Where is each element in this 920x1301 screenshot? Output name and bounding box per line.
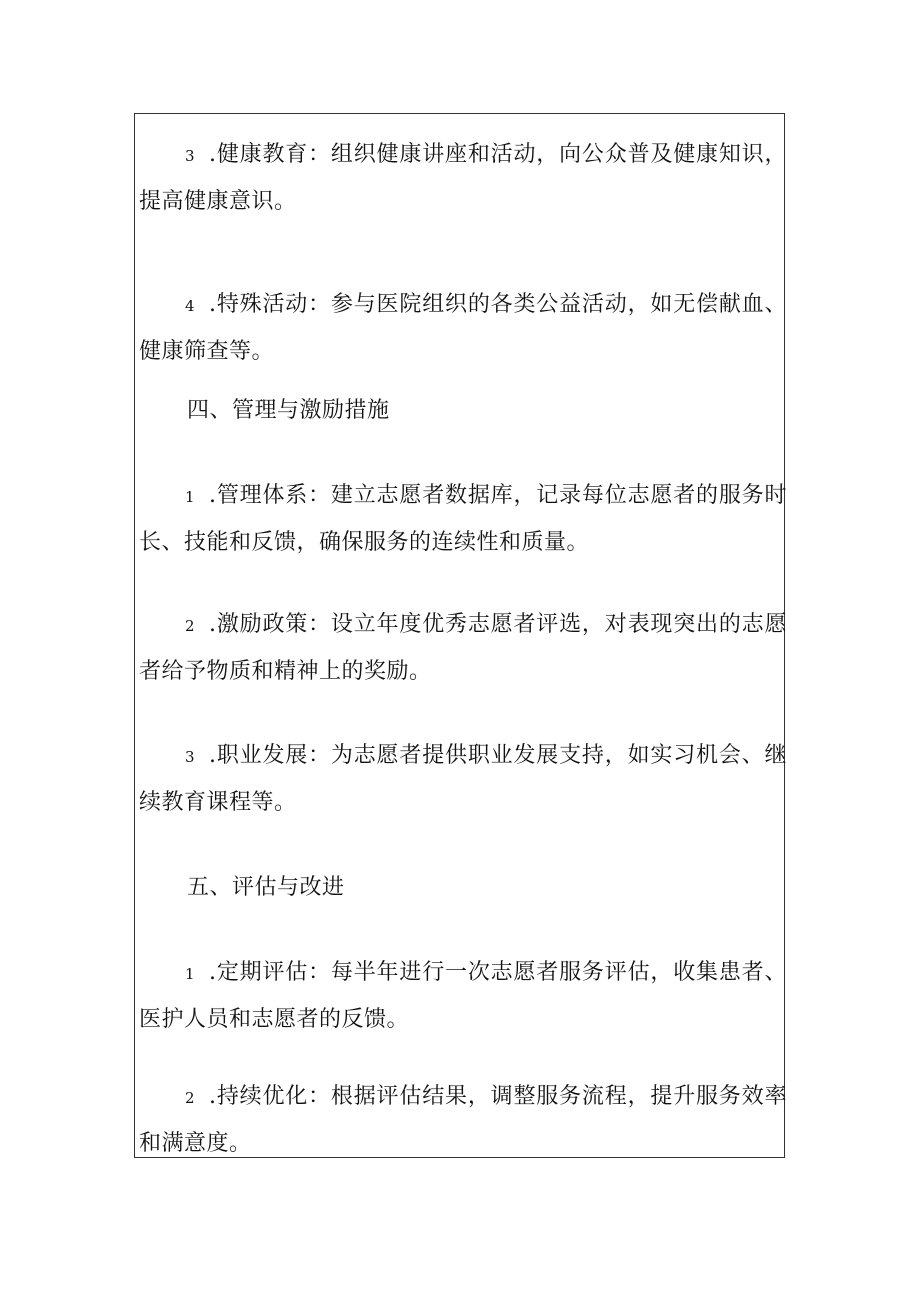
- paragraph-continuous-optimization: [139, 1074, 787, 1167]
- paragraph-health-education: [139, 132, 787, 225]
- document-frame: [134, 113, 785, 1158]
- item-number: 4: [185, 297, 196, 315]
- item-text: .定期评估：每半年进行一次志愿者服务评估，收集患者、医护人员和志愿者的反馈。: [139, 960, 787, 1032]
- paragraph-management-system: [139, 473, 787, 566]
- section-heading-management: 四、管理与激励措施: [187, 398, 390, 423]
- item-text: .激励政策：设立年度优秀志愿者评选，对表现突出的志愿者给予物质和精神上的奖励。: [139, 612, 787, 684]
- item-number: 2: [185, 1089, 196, 1107]
- item-number: 1: [185, 488, 196, 506]
- section-heading-evaluation: 五、评估与改进: [187, 875, 345, 900]
- item-text: .持续优化：根据评估结果，调整服务流程，提升服务效率和满意度。: [139, 1084, 787, 1156]
- item-number: 3: [185, 748, 196, 766]
- item-number: 2: [185, 617, 196, 635]
- paragraph-incentive-policy: [139, 602, 787, 695]
- paragraph-career-development: [139, 733, 787, 826]
- item-text: .健康教育：组织健康讲座和活动，向公众普及健康知识，提高健康意识。: [139, 142, 787, 214]
- item-number: 3: [185, 147, 196, 165]
- item-text: .职业发展：为志愿者提供职业发展支持，如实习机会、继续教育课程等。: [139, 743, 787, 815]
- paragraph-special-activities: [139, 282, 787, 375]
- item-text: .特殊活动：参与医院组织的各类公益活动，如无偿献血、健康筛查等。: [139, 292, 787, 364]
- item-number: 1: [185, 965, 196, 983]
- item-text: .管理体系：建立志愿者数据库，记录每位志愿者的服务时长、技能和反馈，确保服务的连续性和质量。: [139, 483, 787, 555]
- paragraph-periodic-evaluation: [139, 950, 787, 1043]
